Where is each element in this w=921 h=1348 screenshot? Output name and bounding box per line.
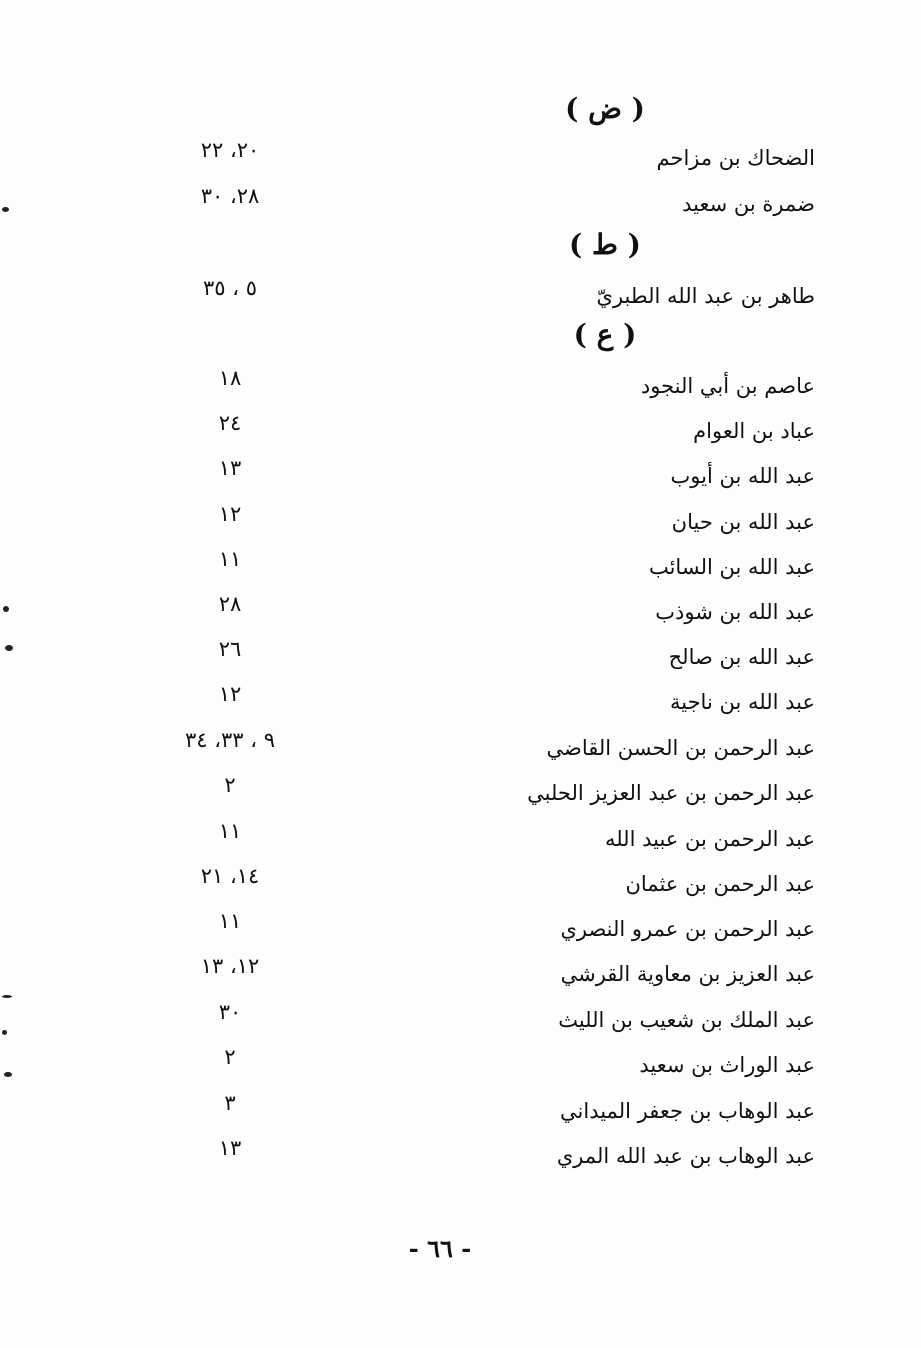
section-heading-ta-label: ( ط ) (569, 228, 641, 261)
entry-name: ضمرة بن سعيد (682, 192, 815, 216)
section-heading-ain-label: ( ع ) (573, 318, 637, 351)
index-entry (0, 276, 921, 324)
entry-pages: ١٣ (218, 456, 242, 480)
scan-speck (2, 1030, 7, 1035)
scan-speck (2, 207, 9, 212)
index-entry (0, 502, 921, 550)
entry-pages: ٢٨ (218, 592, 242, 616)
index-entry (0, 1091, 921, 1139)
entry-name: عبد الله بن شوذب (655, 600, 815, 624)
entry-pages: ١١ (218, 547, 242, 571)
index-entry (0, 1045, 921, 1093)
scan-speck (5, 645, 13, 651)
entry-name: طاهر بن عبد الله الطبريّ (596, 284, 815, 308)
entry-name: عبد الرحمن بن عبيد الله (604, 827, 815, 851)
scan-speck (2, 995, 12, 998)
index-entry (0, 773, 921, 821)
entry-pages: ١١ (218, 909, 242, 933)
index-entry (0, 592, 921, 640)
entry-name: عباد بن العوام (693, 419, 815, 443)
entry-pages: ٢٤ (218, 411, 242, 435)
index-entry (0, 1000, 921, 1048)
entry-pages: ٢٠، ٢٢ (200, 138, 260, 162)
scan-speck (3, 606, 9, 612)
index-entry (0, 954, 921, 1002)
entry-pages: ١١ (218, 819, 242, 843)
entry-pages: ١٢، ١٣ (200, 954, 260, 978)
page-number: - ٦٦ - (408, 1234, 472, 1263)
section-heading-dad-label: ( ض ) (565, 92, 645, 125)
index-entry (0, 682, 921, 730)
index-entry (0, 728, 921, 776)
entry-pages: ١٣ (218, 1136, 242, 1160)
index-entry (0, 456, 921, 504)
index-entry (0, 138, 921, 186)
index-entry (0, 184, 921, 232)
entry-name: عبد الرحمن بن عثمان (625, 872, 815, 896)
index-entry (0, 864, 921, 912)
entry-name: عبد الرحمن بن عمرو النصري (560, 917, 815, 941)
entry-name: عبد الوراث بن سعيد (639, 1053, 815, 1077)
entry-name: عبد الله بن ناجية (669, 690, 815, 714)
entry-pages: ٩ ، ٣٣، ٣٤ (185, 728, 275, 752)
entry-name: الضحاك بن مزاحم (656, 146, 815, 170)
entry-name: عاصم بن أبي النجود (640, 374, 815, 398)
entry-name: عبد الله بن صالح (668, 645, 815, 669)
entry-name: عبد الله بن حيان (671, 510, 815, 534)
entry-pages: ٢ (224, 773, 236, 797)
entry-pages: ٥ ، ٣٥ (203, 276, 257, 300)
entry-pages: ٣٠ (218, 1000, 242, 1024)
index-entry (0, 366, 921, 414)
index-entry (0, 547, 921, 595)
index-entry (0, 411, 921, 459)
entry-pages: ١٢ (218, 502, 242, 526)
entry-name: عبد الوهاب بن عبد الله المري (556, 1144, 815, 1168)
entry-pages: ١٨ (218, 366, 242, 390)
entry-name: عبد الملك بن شعيب بن الليث (558, 1008, 815, 1032)
entry-name: عبد الرحمن بن عبد العزيز الحلبي (527, 781, 815, 805)
entry-name: عبد الله بن السائب (648, 555, 815, 579)
index-entry (0, 819, 921, 867)
entry-name: عبد الله بن أيوب (670, 464, 815, 488)
entry-pages: ٢٦ (218, 637, 242, 661)
scan-speck (4, 1072, 12, 1077)
entry-name: عبد العزيز بن معاوية القرشي (560, 962, 815, 986)
entry-pages: ٢ (224, 1045, 236, 1069)
index-entry (0, 909, 921, 957)
entry-pages: ٢٨، ٣٠ (200, 184, 260, 208)
entry-name: عبد الرحمن بن الحسن القاضي (546, 736, 815, 760)
index-entry (0, 637, 921, 685)
entry-pages: ١٤، ٢١ (200, 864, 260, 888)
index-entry (0, 1136, 921, 1184)
entry-name: عبد الوهاب بن جعفر الميداني (560, 1099, 815, 1123)
entry-pages: ٣ (224, 1091, 236, 1115)
entry-pages: ١٢ (218, 682, 242, 706)
